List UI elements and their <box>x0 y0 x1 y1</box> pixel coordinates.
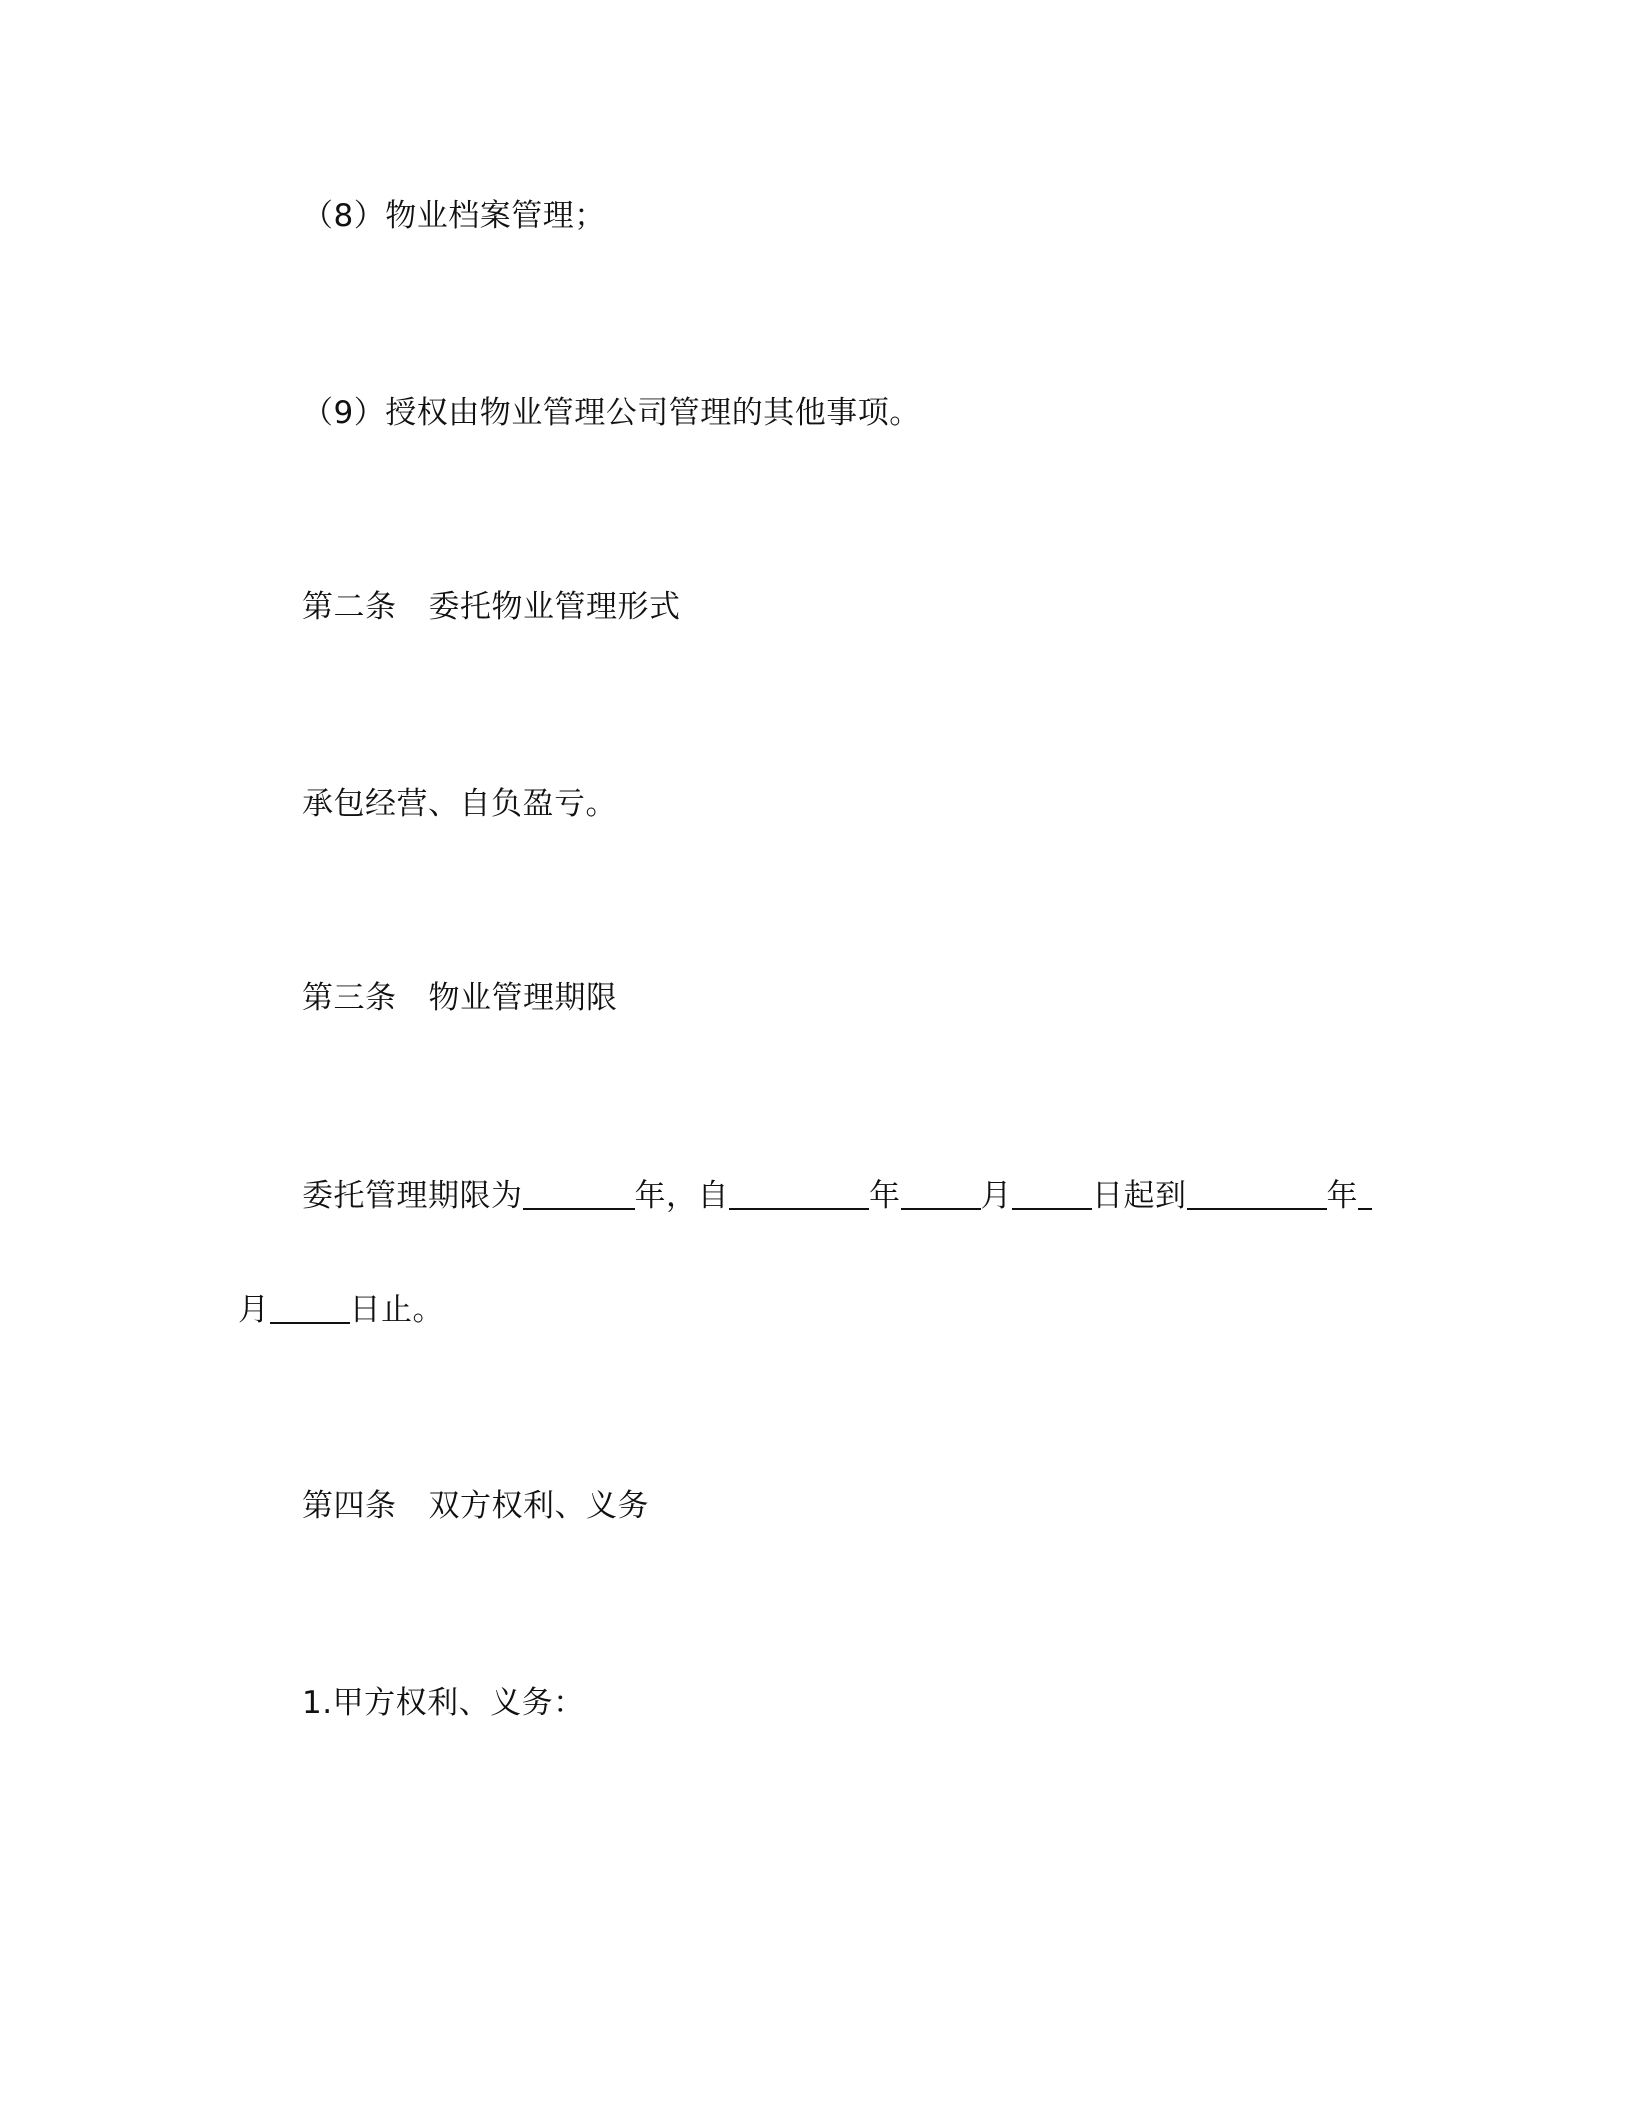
article-4-number: 第四条 <box>302 1488 397 1524</box>
term-sentence-line-1 <box>302 1176 1372 1216</box>
term-years-blank[interactable] <box>523 1178 635 1210</box>
party-a-heading: 1.甲方权利、义务： <box>302 1685 585 1721</box>
list-item-9: （9）授权由物业管理公司管理的其他事项。 <box>302 395 921 431</box>
article-3-heading <box>302 978 618 1018</box>
list-item-8: （8）物业档案管理； <box>302 198 606 234</box>
start-year-blank[interactable] <box>729 1178 869 1210</box>
article-2-heading <box>302 587 681 627</box>
start-month-blank[interactable] <box>901 1178 981 1210</box>
term-month-label-1: 月 <box>980 1178 1012 1214</box>
term-year-label-2: 年 <box>869 1178 901 1214</box>
term-sentence-line-2 <box>238 1290 444 1330</box>
start-day-blank[interactable] <box>1012 1178 1092 1210</box>
article-4-heading <box>302 1486 649 1526</box>
term-year-label-3: 年 <box>1326 1178 1358 1214</box>
term-day-label-1: 日起到 <box>1092 1178 1187 1214</box>
end-month-blank-start[interactable] <box>1358 1178 1372 1210</box>
article-3-title: 物业管理期限 <box>428 980 618 1016</box>
term-month-label-2: 月 <box>238 1292 270 1328</box>
article-2-title: 委托物业管理形式 <box>428 589 681 625</box>
article-4-title: 双方权利、义务 <box>428 1488 649 1524</box>
article-2-body: 承包经营、自负盈亏。 <box>302 786 617 822</box>
term-day-label-2: 日止。 <box>349 1292 444 1328</box>
term-year-label-1: 年，自 <box>634 1178 729 1214</box>
end-day-blank[interactable] <box>270 1292 350 1324</box>
term-prefix: 委托管理期限为 <box>302 1178 523 1214</box>
article-2-number: 第二条 <box>302 589 397 625</box>
article-3-number: 第三条 <box>302 980 397 1016</box>
end-year-blank[interactable] <box>1187 1178 1327 1210</box>
